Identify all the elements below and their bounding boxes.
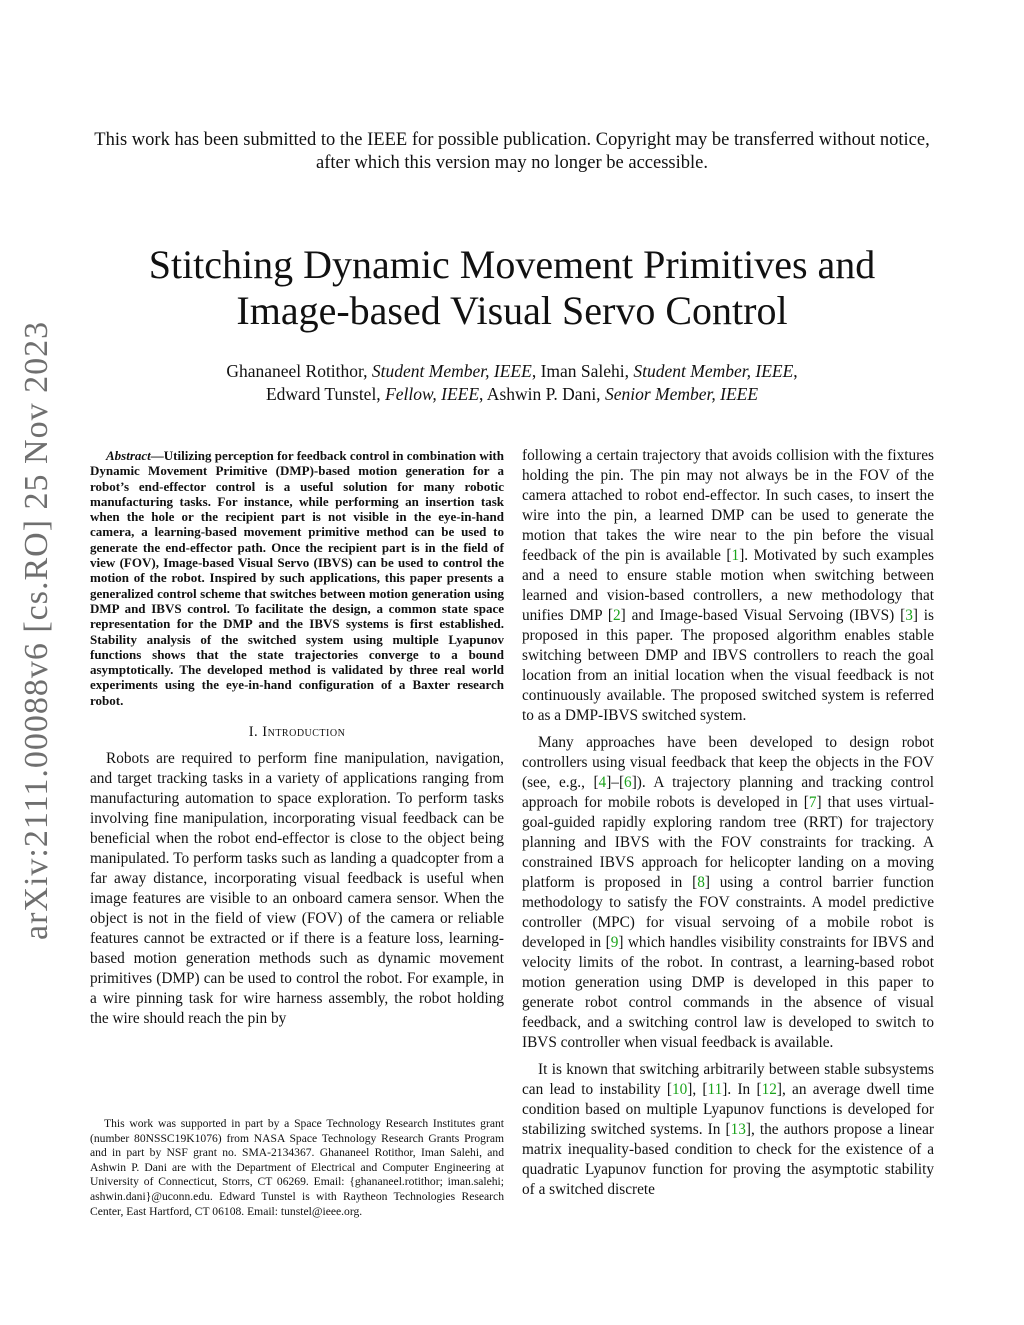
author-list	[90, 360, 934, 406]
submission-notice: This work has been submitted to the IEEE for possible publication. Copyright may be transferred without notice, after which this version may no longer be accessible.	[94, 130, 930, 173]
author-2-role: Student Member, IEEE	[633, 361, 794, 381]
author-2-sep: ,	[793, 361, 798, 381]
citation-link[interactable]: 12	[761, 1081, 777, 1098]
text-span: Many approaches have been developed to design robot controllers using visual feedback that keep the objects in the FOV (see, e.g., [	[522, 734, 934, 791]
author-1-role: Student Member, IEEE	[371, 361, 532, 381]
text-span: ], the authors propose a linear matrix inequality-based condition to check for the existence of a quadratic Lyapunov function for proving the asymptotic stability of a switched discrete	[522, 1121, 934, 1198]
text-span: ], [	[687, 1081, 708, 1098]
text-span: ]). A trajectory planning and tracking control approach for mobile robots is developed in [	[522, 774, 934, 811]
citation-link[interactable]: 2	[613, 607, 621, 624]
right-column	[522, 446, 934, 1200]
text-span: ] is proposed in this paper. The proposed algorithm enables stable switching between DMP and IBVS controllers to reach the goal location from an initial location when the visual feedback is not continuously available. The proposed switched system is referred to as a DMP-IBVS switched system.	[522, 607, 934, 724]
text-span: ] that uses virtual-goal-guided rapidly exploring random tree (RRT) for trajectory planning and IBVS with the FOV constraints for tracking. A constrained IBVS approach for helicopter landing on a moving platform is proposed in [	[522, 794, 934, 891]
section-heading-introduction: I. Introduction	[248, 724, 346, 741]
author-3-role: Fellow, IEEE	[385, 384, 480, 404]
arxiv-identifier: arXiv:2111.00088v6 [cs.RO] 25 Nov 2023	[18, 320, 55, 940]
title-line-1: Stitching Dynamic Movement Primitives and	[148, 242, 876, 287]
citation-link[interactable]: 7	[808, 794, 817, 811]
text-span: ], an average dwell time condition based on multiple Lyapunov functions is developed for stabilizing switched systems. In [	[522, 1081, 935, 1138]
author-2: , Iman Salehi,	[531, 361, 630, 381]
citation-link[interactable]: 3	[905, 607, 913, 624]
author-4-role: Senior Member, IEEE	[604, 384, 759, 404]
text-span: ] using a control barrier function methodology to satisfy the FOV constraints. A model predictive controller (MPC) for visual servoing of a mobile robot is developed in [	[522, 874, 935, 951]
right-paragraph-3	[522, 1060, 934, 1200]
left-column	[90, 448, 504, 1029]
paper-title	[60, 242, 964, 334]
citation-link[interactable]: 13	[730, 1121, 746, 1138]
citation-link[interactable]: 10	[671, 1081, 688, 1098]
abstract-label: Abstract	[106, 448, 151, 463]
title-line-2: Image-based Visual Servo Control	[236, 288, 788, 333]
text-span: ]–[	[606, 774, 625, 791]
text-span: ] which handles visibility constraints for IBVS and velocity limits of the robot. In contrast, a learning-based robot motion generation using DMP is developed in this paper to generate robot control commands in the absence of visual feedback, and a switching control law is developed to switch to IBVS controller when visual feedback is available.	[522, 934, 934, 1051]
footnote: This work was supported in part by a Space Technology Research Institutes grant (number 80NSSC19K1076) from NASA Space Technology Research Grants Program and in part by NSF grant no. SMA-2134367. Ghananeel Rotithor, Iman Salehi, and Ashwin P. Dani are with the Department of Electrical and Computer Engineering at University of Connecticut, Storrs, CT 06269. Email: {ghananeel.rotithor; iman.salehi; ashwin.dani}@uconn.edu. Edward Tunstel is with Raytheon Technologies Research Center, East Hartford, CT 06108. Email: tunstel@ieee.org.	[90, 1117, 504, 1218]
text-span: ] and Image-based Visual Servoing (IBVS) [	[620, 607, 906, 624]
text-span: ]. In [	[722, 1081, 762, 1098]
intro-paragraph: Robots are required to perform fine manipulation, navigation, and target tracking tasks in a variety of applications ranging from manufacturing automation to space exploration. To perform tasks involving fine manipulation, incorporating visual feedback can be beneficial when the robot end-effector is close to the object being manipulated. To perform tasks such as landing a quadcopter from a far away distance, incorporating visual feedback is useful when image features are visible to an onboard camera sensor. When the object is not in the field of view (FOV) of the camera or reliable features cannot be extracted or if there is a feature loss, learning-based motion generation methods such as dynamic movement primitives (DMP) can be used to control the robot. For example, in a wire pinning task for wire harness assembly, the robot holding the wire should reach the pin by	[90, 750, 504, 1028]
text-span: ]. Motivated by such examples and a need to ensure stable motion when switching between learned and vision-based controllers, a new methodology that unifies DMP [	[522, 547, 934, 624]
author-3: Edward Tunstel,	[265, 384, 381, 404]
abstract-text: —Utilizing perception for feedback control in combination with Dynamic Movement Primitive (DMP)-based motion generation for a robot’s end-effector control is a useful solution for many robotic manufacturing tasks. For instance, while performing an insertion task when the hole or the recipient part is not visible in the eye-in-hand camera, a learning-based movement primitive method can be used to generate the end-effector path. Once the recipient part is in the field of view (FOV), Image-based Visual Servo (IBVS) can be used to control the motion of the robot. Inspired by such applications, this paper presents a generalized control scheme that switches between motion generation using DMP and IBVS control. To facilitate the design, a common state space representation for the DMP and the IBVS systems is first established. Stability analysis of the switched system using multiple Lyapunov functions shows that the state trajectories converge to a bound asymptotically. The developed method is validated by three real world experiments using the eye-in-hand configuration of a Baxter research robot.	[90, 448, 504, 708]
right-paragraph-1	[522, 446, 934, 726]
author-4: , Ashwin P. Dani,	[479, 384, 601, 404]
text-span: It is known that switching arbitrarily between stable subsystems can lead to instability [	[522, 1061, 934, 1098]
right-paragraph-2	[522, 733, 934, 1053]
author-1: Ghananeel Rotithor,	[226, 361, 368, 381]
text-span: following a certain trajectory that avoids collision with the fixtures holding the pin. The pin may not always be in the FOV of the camera attached to robot end-effector. In such cases, to insert the wire into the pin, a learned DMP can be used to generate the motion that takes the wire near to the pin before the visual feedback of the pin is available [	[522, 447, 934, 564]
citation-link[interactable]: 6	[624, 774, 632, 791]
citation-link[interactable]: 11	[707, 1081, 723, 1098]
citation-link[interactable]: 1	[731, 547, 740, 564]
citation-link[interactable]: 4	[598, 774, 607, 791]
abstract	[90, 448, 504, 708]
citation-link[interactable]: 9	[610, 934, 619, 951]
citation-link[interactable]: 8	[697, 874, 705, 891]
